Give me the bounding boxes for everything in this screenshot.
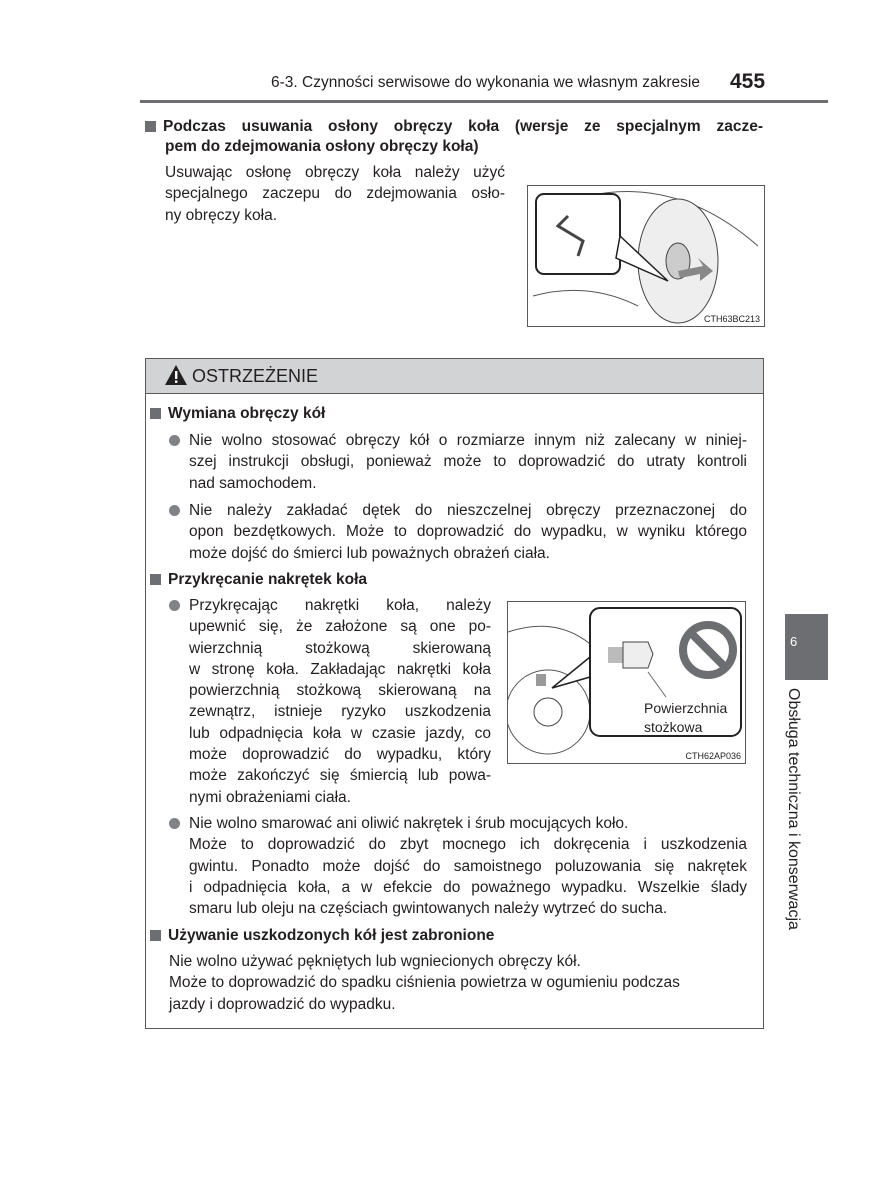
text-line: nad samochodem. [189, 474, 317, 492]
text-line: gwintu. Ponadto może dojść do samoistnego poluzowania się nakrętek [189, 857, 747, 875]
chapter-title: Obsługa techniczna i konserwacja [785, 688, 802, 930]
text-line: ny obręczy koła. [165, 206, 277, 224]
text-line: Może to doprowadzić do spadku ciśnienia powietrza w ogumieniu podczas [169, 974, 680, 992]
header-rule [140, 100, 828, 103]
figure-label-line: stożkowa [644, 719, 703, 735]
square-bullet-icon [145, 121, 156, 132]
subheading-text: Wymiana obręczy kół [168, 405, 326, 422]
figure-code: CTH62AP036 [685, 751, 741, 761]
bullet-dot-icon [169, 600, 180, 611]
text-line: Nie wolno używać pękniętych lub wgniecionych obręczy kół. [169, 953, 581, 970]
text-line: Przykręcając nakrętki koła, należy [189, 597, 491, 614]
text-line: jazdy i doprowadzić do wypadku. [169, 995, 396, 1013]
text-line: opon bezdętkowych. Może to doprowadzić do wypadku, w wyniku którego [189, 523, 747, 541]
bullet-item [189, 595, 491, 808]
subheading [150, 404, 325, 424]
text-line: zewnątrz, istnieje ryzyko uszkodzenia [189, 703, 491, 721]
text-line: Może to doprowadzić do zbyt mocnego ich dokręcenia i uszkodzenia [189, 836, 747, 854]
bullet-dot-icon [169, 505, 180, 516]
chapter-tab[interactable] [785, 614, 828, 680]
subheading-text: Używanie uszkodzonych kół jest zabronione [168, 927, 495, 944]
warning-title: OSTRZEŻENIE [192, 366, 319, 386]
square-bullet-icon [150, 574, 161, 585]
warning-header [146, 359, 763, 394]
text-line: lub odpadnięcia koła w czasie jazdy, co [189, 724, 491, 742]
subheading-text: Przykręcanie nakrętek koła [168, 571, 368, 588]
square-bullet-icon [150, 930, 161, 941]
warning-triangle-icon [164, 364, 188, 386]
text-line: szej instrukcji obsługi, ponieważ może to doprowadzić do utraty kontroli [189, 453, 747, 471]
section-heading [145, 117, 763, 137]
text-line: specjalnego zaczepu do zdejmowania osło- [165, 185, 505, 203]
bullet-item [189, 430, 747, 494]
section1-body [165, 162, 505, 226]
bullet-item [189, 500, 747, 564]
text-line: może dojść do śmierci lub poważnych obrażeń ciała. [189, 544, 550, 562]
text-line: może doprowadzić do wypadku, który [189, 746, 491, 764]
text-line: wierzchnią stożkową skierowaną [189, 639, 491, 657]
text-line: powierzchnią stożkową skierowaną na [189, 682, 491, 700]
text-line: i odpadnięcia koła, a w efekcie do poważnego wypadku. Wszelkie ślady [189, 878, 747, 896]
figure-code: CTH63BC213 [703, 314, 760, 324]
subheading [150, 570, 367, 590]
figure-label [644, 699, 727, 737]
text-line: nymi obrażeniami ciała. [189, 788, 351, 806]
figure-label-line: Powierzchnia [644, 700, 728, 716]
bullet-item [189, 813, 747, 919]
running-header: 6-3. Czynności serwisowe do wykonania we własnym zakresie [270, 74, 700, 91]
text-line: Nie wolno smarować ani oliwić nakrętek i śrub mocujących koło. [189, 815, 629, 832]
wheel-nut-illustration [507, 601, 746, 764]
text-line: w stronę koła. Zakładając nakrętki koła [189, 660, 491, 678]
chapter-number: 6 [790, 634, 798, 649]
bullet-dot-icon [169, 435, 180, 446]
wheel-cover-drawing [528, 186, 764, 326]
bullet-dot-icon [169, 818, 180, 829]
heading-line: Podczas usuwania osłony obręczy koła (wersje ze specjalnym zacze- [163, 118, 763, 135]
text-line: może zakończyć się śmiercią lub powa- [189, 767, 491, 785]
text-line: Usuwając osłonę obręczy koła należy użyć [165, 164, 505, 181]
text-line: Nie należy zakładać dętek do nieszczelnej obręczy przeznaczonej do [189, 502, 747, 519]
wheel-cover-removal-illustration [527, 185, 765, 327]
square-bullet-icon [150, 408, 161, 419]
heading-line: pem do zdejmowania osłony obręczy koła) [165, 138, 479, 155]
subheading [150, 926, 494, 946]
page-number: 455 [730, 70, 766, 93]
text-line: upewnić się, że założone są one po- [189, 618, 491, 636]
text-line: Nie wolno stosować obręczy kół o rozmiarze innym niż zalecany w niniej- [189, 432, 747, 449]
text-line: smaru lub oleju na częściach gwintowanych należy wytrzeć do sucha. [189, 900, 668, 918]
wheel-nut-drawing [508, 602, 745, 763]
section-body [169, 951, 749, 1015]
